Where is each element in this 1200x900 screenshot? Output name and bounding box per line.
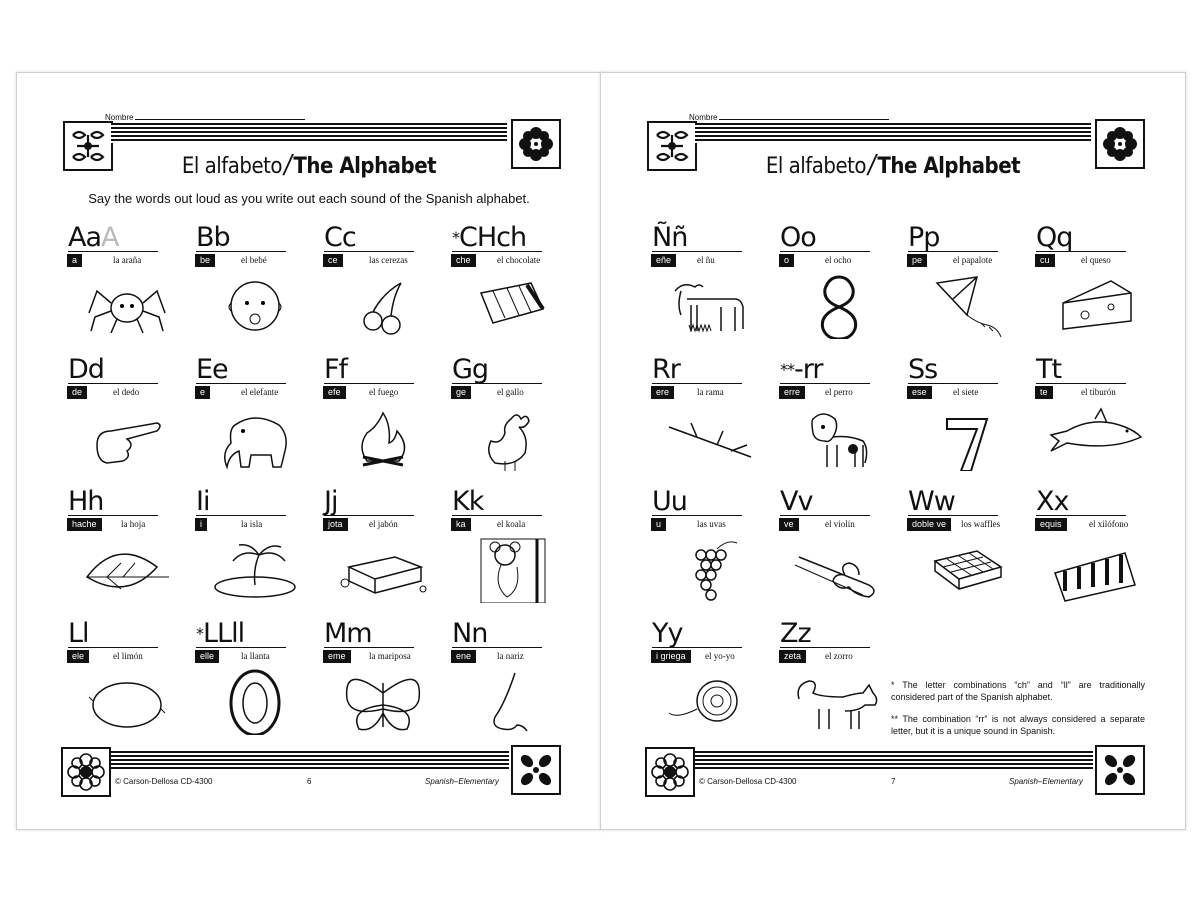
- letter-text: Ññ: [652, 222, 688, 253]
- writing-line[interactable]: [452, 251, 542, 252]
- letter-sound-label: o: [779, 254, 794, 267]
- letter-pair: [324, 355, 347, 385]
- letter-text: Mm: [324, 618, 372, 649]
- letter-text: Pp: [908, 222, 940, 253]
- title-spanish: El alfabeto: [765, 154, 867, 179]
- writing-line[interactable]: [324, 515, 414, 516]
- writing-line[interactable]: [908, 251, 998, 252]
- writing-line[interactable]: [780, 647, 870, 648]
- chocolate-bar-icon: [461, 273, 561, 339]
- letter-pair: [652, 355, 680, 385]
- letter-sound-label: te: [1035, 386, 1053, 399]
- letter-text: Qq: [1036, 222, 1073, 253]
- petal-pattern-icon: [511, 745, 561, 795]
- example-word: el perro: [825, 387, 853, 397]
- example-word: la rama: [697, 387, 724, 397]
- wildebeest-icon: [661, 273, 761, 339]
- letter-cell: [905, 355, 1029, 483]
- header-stripe-band: [695, 123, 1091, 143]
- letter-pair: [68, 487, 103, 517]
- writing-line[interactable]: [1036, 251, 1126, 252]
- letter-text: LLll: [203, 618, 245, 649]
- butterfly-icon: [333, 669, 433, 735]
- writing-line[interactable]: [652, 383, 742, 384]
- branch-icon: [661, 405, 761, 471]
- flower-outline-icon: [61, 747, 111, 797]
- letter-sound-label: ele: [67, 650, 89, 663]
- letter-sound-label: ene: [451, 650, 476, 663]
- letter-cell: [649, 355, 773, 483]
- example-word: la isla: [241, 519, 263, 529]
- letter-pair: [68, 619, 89, 649]
- writing-line[interactable]: [68, 515, 158, 516]
- letter-cell: [193, 487, 317, 615]
- letter-cell: [777, 619, 901, 747]
- writing-line[interactable]: [324, 251, 414, 252]
- example-word: las uvas: [697, 519, 726, 529]
- letter-text: Ii: [196, 486, 210, 517]
- letter-text: Xx: [1036, 486, 1069, 517]
- writing-line[interactable]: [452, 383, 542, 384]
- letter-cell: [649, 619, 773, 747]
- pointing-finger-icon: [77, 405, 177, 471]
- publisher: © Carson-Dellosa CD-4300: [699, 777, 797, 786]
- letter-pair: [196, 355, 228, 385]
- letter-pair: [908, 355, 937, 385]
- letter-text: CHch: [459, 222, 527, 253]
- letter-cell: [449, 619, 573, 747]
- footnotes: [891, 679, 1145, 747]
- number-eight-icon: [789, 273, 889, 339]
- publisher: © Carson-Dellosa CD-4300: [115, 777, 213, 786]
- letter-sound-label: pe: [907, 254, 927, 267]
- yoyo-icon: [661, 669, 761, 735]
- writing-line[interactable]: [780, 515, 870, 516]
- writing-line[interactable]: [452, 647, 542, 648]
- writing-line[interactable]: [652, 515, 742, 516]
- letter-cell: [1033, 487, 1157, 615]
- letter-text: Jj: [324, 486, 338, 517]
- example-word: el jabón: [369, 519, 398, 529]
- xylophone-icon: [1045, 537, 1145, 603]
- rooster-icon: [461, 405, 561, 471]
- letter-pair: [324, 619, 372, 649]
- letter-cell: [193, 619, 317, 747]
- letter-sound-label: zeta: [779, 650, 806, 663]
- letter-text: Zz: [780, 618, 811, 649]
- letter-pair: [452, 223, 526, 253]
- dog-icon: [789, 405, 889, 471]
- letter-cell: [905, 487, 1029, 615]
- example-word: el papalote: [953, 255, 993, 265]
- baby-face-icon: [205, 273, 305, 339]
- example-word: el gallo: [497, 387, 524, 397]
- name-field[interactable]: [689, 111, 889, 122]
- writing-line[interactable]: [1036, 383, 1126, 384]
- example-word: el fuego: [369, 387, 399, 397]
- writing-line[interactable]: [908, 383, 998, 384]
- letter-cell: [321, 355, 445, 483]
- letter-pair: [908, 223, 939, 253]
- letter-cell: [777, 487, 901, 615]
- letter-pair: [452, 487, 483, 517]
- example-word: la nariz: [497, 651, 524, 661]
- tracing-letter: A: [101, 222, 119, 253]
- letter-cell: [321, 223, 445, 351]
- letter-cell: [649, 487, 773, 615]
- example-word: el yo-yo: [705, 651, 735, 661]
- letter-pair: [780, 355, 822, 385]
- letter-pair: [1036, 487, 1068, 517]
- letter-sound-label: che: [451, 254, 476, 267]
- cheese-icon: [1045, 273, 1145, 339]
- example-word: el ocho: [825, 255, 852, 265]
- letter-cell: [65, 487, 189, 615]
- letter-cell: [449, 355, 573, 483]
- letter-text: Ss: [908, 354, 938, 385]
- letter-sound-label: be: [195, 254, 215, 267]
- name-label: Nombre: [689, 113, 718, 122]
- letter-pair: [780, 223, 816, 253]
- leaf-icon: [77, 537, 177, 603]
- letter-cell: [193, 223, 317, 351]
- letter-text: Hh: [68, 486, 104, 517]
- footer-stripe-band: [695, 751, 1093, 771]
- letter-sound-label: efe: [323, 386, 346, 399]
- letter-text: Oo: [780, 222, 816, 253]
- tire-icon: [205, 669, 305, 735]
- writing-line[interactable]: [780, 251, 870, 252]
- letter-cell: [65, 619, 189, 747]
- series-label: Spanish–Elementary: [1009, 777, 1083, 786]
- letter-pair: [780, 487, 812, 517]
- example-word: el dedo: [113, 387, 140, 397]
- letter-pair: [196, 223, 230, 253]
- example-word: el tiburón: [1081, 387, 1116, 397]
- letter-text: Vv: [780, 486, 813, 517]
- writing-line[interactable]: [452, 515, 542, 516]
- example-word: el queso: [1081, 255, 1111, 265]
- example-word: el koala: [497, 519, 526, 529]
- writing-line[interactable]: [68, 383, 158, 384]
- page-title: El alfabeto/The Alphabet: [765, 150, 1021, 180]
- letter-sound-label: equis: [1035, 518, 1067, 531]
- writing-line[interactable]: [1036, 515, 1126, 516]
- worksheet-page-left: [16, 72, 602, 830]
- example-word: el chocolate: [497, 255, 541, 265]
- writing-line[interactable]: [780, 383, 870, 384]
- fox-icon: [789, 669, 889, 735]
- example-word: el ñu: [697, 255, 715, 265]
- letter-pair: [196, 619, 244, 649]
- title-english: The Alphabet: [877, 154, 1021, 179]
- violin-icon: [789, 537, 889, 603]
- letter-sound-label: cu: [1035, 254, 1055, 267]
- letter-text: Uu: [652, 486, 687, 517]
- letter-text: Dd: [68, 354, 104, 385]
- letter-cell: [777, 355, 901, 483]
- page-title: El alfabeto/The Alphabet: [181, 150, 437, 180]
- letter-cell: [1033, 223, 1157, 351]
- writing-line[interactable]: [196, 251, 286, 252]
- footnote-ch-ll: * The letter combinations “ch” and “ll” are traditionally considered part of the Spanish alphabet.: [891, 680, 1145, 702]
- letter-text: Gg: [452, 354, 489, 385]
- island-icon: [205, 537, 305, 603]
- instructions: Say the words out loud as you write out each sound of the Spanish alphabet.: [88, 191, 530, 206]
- letter-sound-label: ve: [779, 518, 799, 531]
- letter-cell: [777, 223, 901, 351]
- letter-cell: [1033, 355, 1157, 483]
- letter-text: Ee: [196, 354, 228, 385]
- letter-sound-label: de: [67, 386, 87, 399]
- name-field[interactable]: [105, 111, 305, 122]
- letter-text: Ll: [68, 618, 89, 649]
- letter-sound-label: ce: [323, 254, 343, 267]
- example-word: el bebé: [241, 255, 267, 265]
- example-word: el elefante: [241, 387, 279, 397]
- writing-line[interactable]: [196, 515, 286, 516]
- worksheet-page-right: [600, 72, 1186, 830]
- lemon-icon: [77, 669, 177, 735]
- example-word: la hoja: [121, 519, 146, 529]
- series-label: Spanish–Elementary: [425, 777, 499, 786]
- footnote-mark: **: [780, 360, 794, 379]
- name-label: Nombre: [105, 113, 134, 122]
- nose-icon: [461, 669, 561, 735]
- writing-line[interactable]: [196, 383, 286, 384]
- letter-sound-label: ge: [451, 386, 471, 399]
- example-word: el violín: [825, 519, 855, 529]
- petal-pattern-icon: [1095, 745, 1145, 795]
- writing-line[interactable]: [196, 647, 286, 648]
- letter-text: Nn: [452, 618, 488, 649]
- letter-text: Tt: [1036, 354, 1062, 385]
- letter-sound-label: jota: [323, 518, 348, 531]
- number-seven-icon: [917, 405, 1017, 471]
- letter-sound-label: ese: [907, 386, 932, 399]
- letter-sound-label: eme: [323, 650, 351, 663]
- waffles-icon: [917, 537, 1017, 603]
- header-stripe-band: [111, 123, 507, 143]
- letter-pair: [652, 619, 682, 649]
- letter-pair: [196, 487, 209, 517]
- example-word: la llanta: [241, 651, 270, 661]
- page-number: 7: [891, 777, 896, 786]
- letter-pair: [652, 223, 687, 253]
- letter-sound-label: u: [651, 518, 666, 531]
- letter-pair: [324, 223, 356, 253]
- letter-pair: [652, 487, 687, 517]
- letter-text: Ww: [908, 486, 955, 517]
- footer-stripe-band: [111, 751, 509, 771]
- letter-text: Aa: [68, 222, 102, 253]
- page-number: 6: [307, 777, 312, 786]
- letter-sound-label: i griega: [651, 650, 691, 663]
- letter-pair: [1036, 223, 1072, 253]
- letter-sound-label: erre: [779, 386, 805, 399]
- flower-outline-icon: [645, 747, 695, 797]
- letter-sound-label: i: [195, 518, 207, 531]
- kite-icon: [917, 273, 1017, 339]
- title-spanish: El alfabeto: [181, 154, 283, 179]
- letter-text: Cc: [324, 222, 356, 253]
- letter-cell: [65, 223, 189, 351]
- footnote-mark: *: [452, 228, 459, 247]
- letter-text: Rr: [652, 354, 680, 385]
- cherries-icon: [333, 273, 433, 339]
- letter-pair: [780, 619, 811, 649]
- title-english: The Alphabet: [293, 154, 437, 179]
- letter-sound-label: hache: [67, 518, 102, 531]
- letter-cell: [449, 223, 573, 351]
- letter-cell: [193, 355, 317, 483]
- writing-line[interactable]: [68, 251, 158, 252]
- example-word: la araña: [113, 255, 142, 265]
- letter-pair: [452, 355, 488, 385]
- writing-line[interactable]: [324, 383, 414, 384]
- writing-line[interactable]: [908, 515, 998, 516]
- example-word: la mariposa: [369, 651, 411, 661]
- letter-pair: [452, 619, 487, 649]
- footnote-mark: *: [196, 624, 203, 643]
- letter-pair: [68, 223, 119, 253]
- letter-sound-label: ka: [451, 518, 471, 531]
- letter-cell: [905, 223, 1029, 351]
- letter-pair: [908, 487, 955, 517]
- fire-icon: [333, 405, 433, 471]
- elephant-icon: [205, 405, 305, 471]
- letter-sound-label: a: [67, 254, 82, 267]
- letter-pair: [324, 487, 337, 517]
- letter-cell: [321, 487, 445, 615]
- letter-sound-label: ere: [651, 386, 674, 399]
- letter-pair: [1036, 355, 1061, 385]
- example-word: el limón: [113, 651, 143, 661]
- example-word: el zorro: [825, 651, 853, 661]
- grapes-icon: [661, 537, 761, 603]
- letter-text: Kk: [452, 486, 484, 517]
- letter-cell: [449, 487, 573, 615]
- letter-sound-label: eñe: [651, 254, 676, 267]
- soap-bar-icon: [333, 537, 433, 603]
- writing-line[interactable]: [68, 647, 158, 648]
- writing-line[interactable]: [324, 647, 414, 648]
- example-word: el siete: [953, 387, 979, 397]
- shark-icon: [1045, 405, 1145, 471]
- letter-text: Ff: [324, 354, 348, 385]
- example-word: los waffles: [961, 519, 1001, 529]
- koala-icon: [461, 537, 561, 603]
- writing-line[interactable]: [652, 647, 742, 648]
- letter-cell: [321, 619, 445, 747]
- letter-sound-label: e: [195, 386, 210, 399]
- letter-sound-label: doble ve: [907, 518, 951, 531]
- example-word: las cerezas: [369, 255, 408, 265]
- letter-sound-label: elle: [195, 650, 219, 663]
- letter-text: Yy: [652, 618, 683, 649]
- writing-line[interactable]: [652, 251, 742, 252]
- letter-text: Bb: [196, 222, 230, 253]
- letter-cell: [65, 355, 189, 483]
- letter-text: -rr: [794, 354, 823, 385]
- letter-cell: [649, 223, 773, 351]
- example-word: el xilófono: [1089, 519, 1129, 529]
- letter-pair: [68, 355, 104, 385]
- spider-icon: [77, 273, 177, 339]
- footnote-rr: ** The combination “rr” is not always considered a separate letter, but it is a unique sound in Spanish.: [891, 714, 1145, 736]
